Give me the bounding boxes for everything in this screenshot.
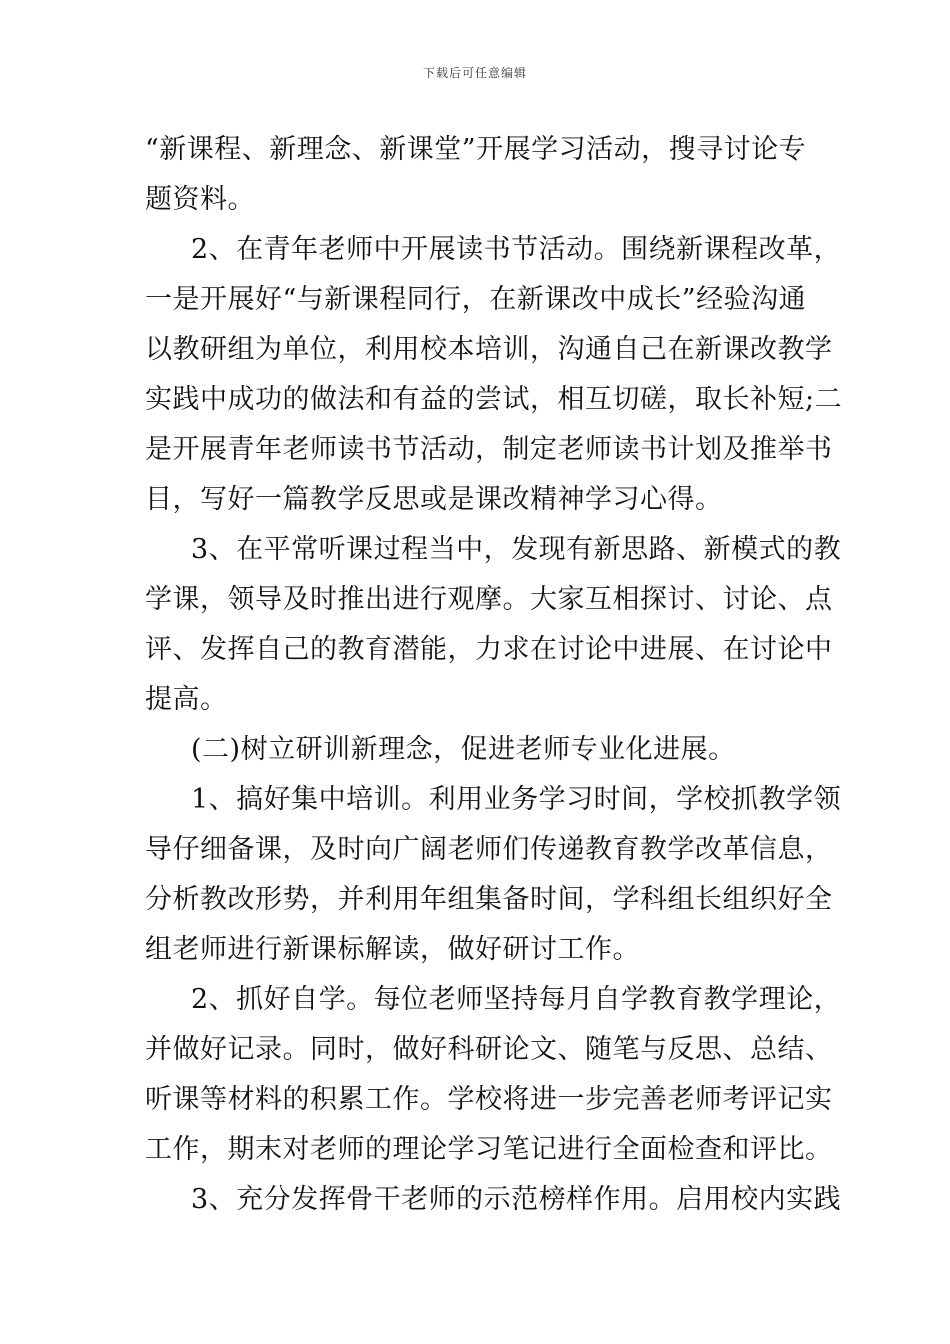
text-line: 组老师进行新课标解读，做好研讨工作。 (145, 934, 640, 965)
text-line: 目，写好一篇教学反思或是课改精神学习心得。 (145, 484, 723, 515)
section-heading: (二)树立研训新理念，促进老师专业化进展。 (191, 734, 736, 765)
page-header: 下载后可任意编辑 (422, 66, 527, 80)
text-line: 以教研组为单位，利用校本培训，沟通自己在新课改教学 (145, 334, 833, 365)
text-line: 学课，领导及时推出进行观摩。大家互相探讨、讨论、点 (145, 584, 833, 615)
text-line: 2、在青年老师中开展读书节活动。围绕新课程改革， (191, 234, 842, 265)
text-line: 题资料。 (145, 184, 255, 215)
text-line: 分析教改形势，并利用年组集备时间，学科组长组织好全 (145, 884, 833, 915)
text-line: 1、搞好集中培训。利用业务学习时间，学校抓教学领 (191, 784, 842, 815)
text-line: 听课等材料的积累工作。学校将进一步完善老师考评记实 (145, 1084, 833, 1115)
text-line: 2、抓好自学。每位老师坚持每月自学教育教学理论， (191, 984, 842, 1015)
text-line: 3、在平常听课过程当中，发现有新思路、新模式的教 (191, 534, 842, 565)
text-line: 是开展青年老师读书节活动，制定老师读书计划及推举书 (145, 434, 833, 465)
text-line: 工作，期末对老师的理论学习笔记进行全面检查和评比。 (145, 1134, 833, 1165)
text-line: “新课程、新理念、新课堂”开展学习活动，搜寻讨论专 (145, 134, 807, 165)
text-line: 实践中成功的做法和有益的尝试，相互切磋，取长补短;二 (145, 384, 843, 415)
text-line: 一是开展好“与新课程同行，在新课改中成长”经验沟通 (145, 284, 807, 315)
text-line: 评、发挥自己的教育潜能，力求在讨论中进展、在讨论中 (145, 634, 833, 665)
text-line: 并做好记录。同时，做好科研论文、随笔与反思、总结、 (145, 1034, 833, 1065)
text-line: 导仔细备课，及时向广阔老师们传递教育教学改革信息， (145, 834, 833, 865)
text-line: 提高。 (145, 684, 228, 715)
text-line: 3、充分发挥骨干老师的示范榜样作用。启用校内实践 (191, 1184, 842, 1215)
